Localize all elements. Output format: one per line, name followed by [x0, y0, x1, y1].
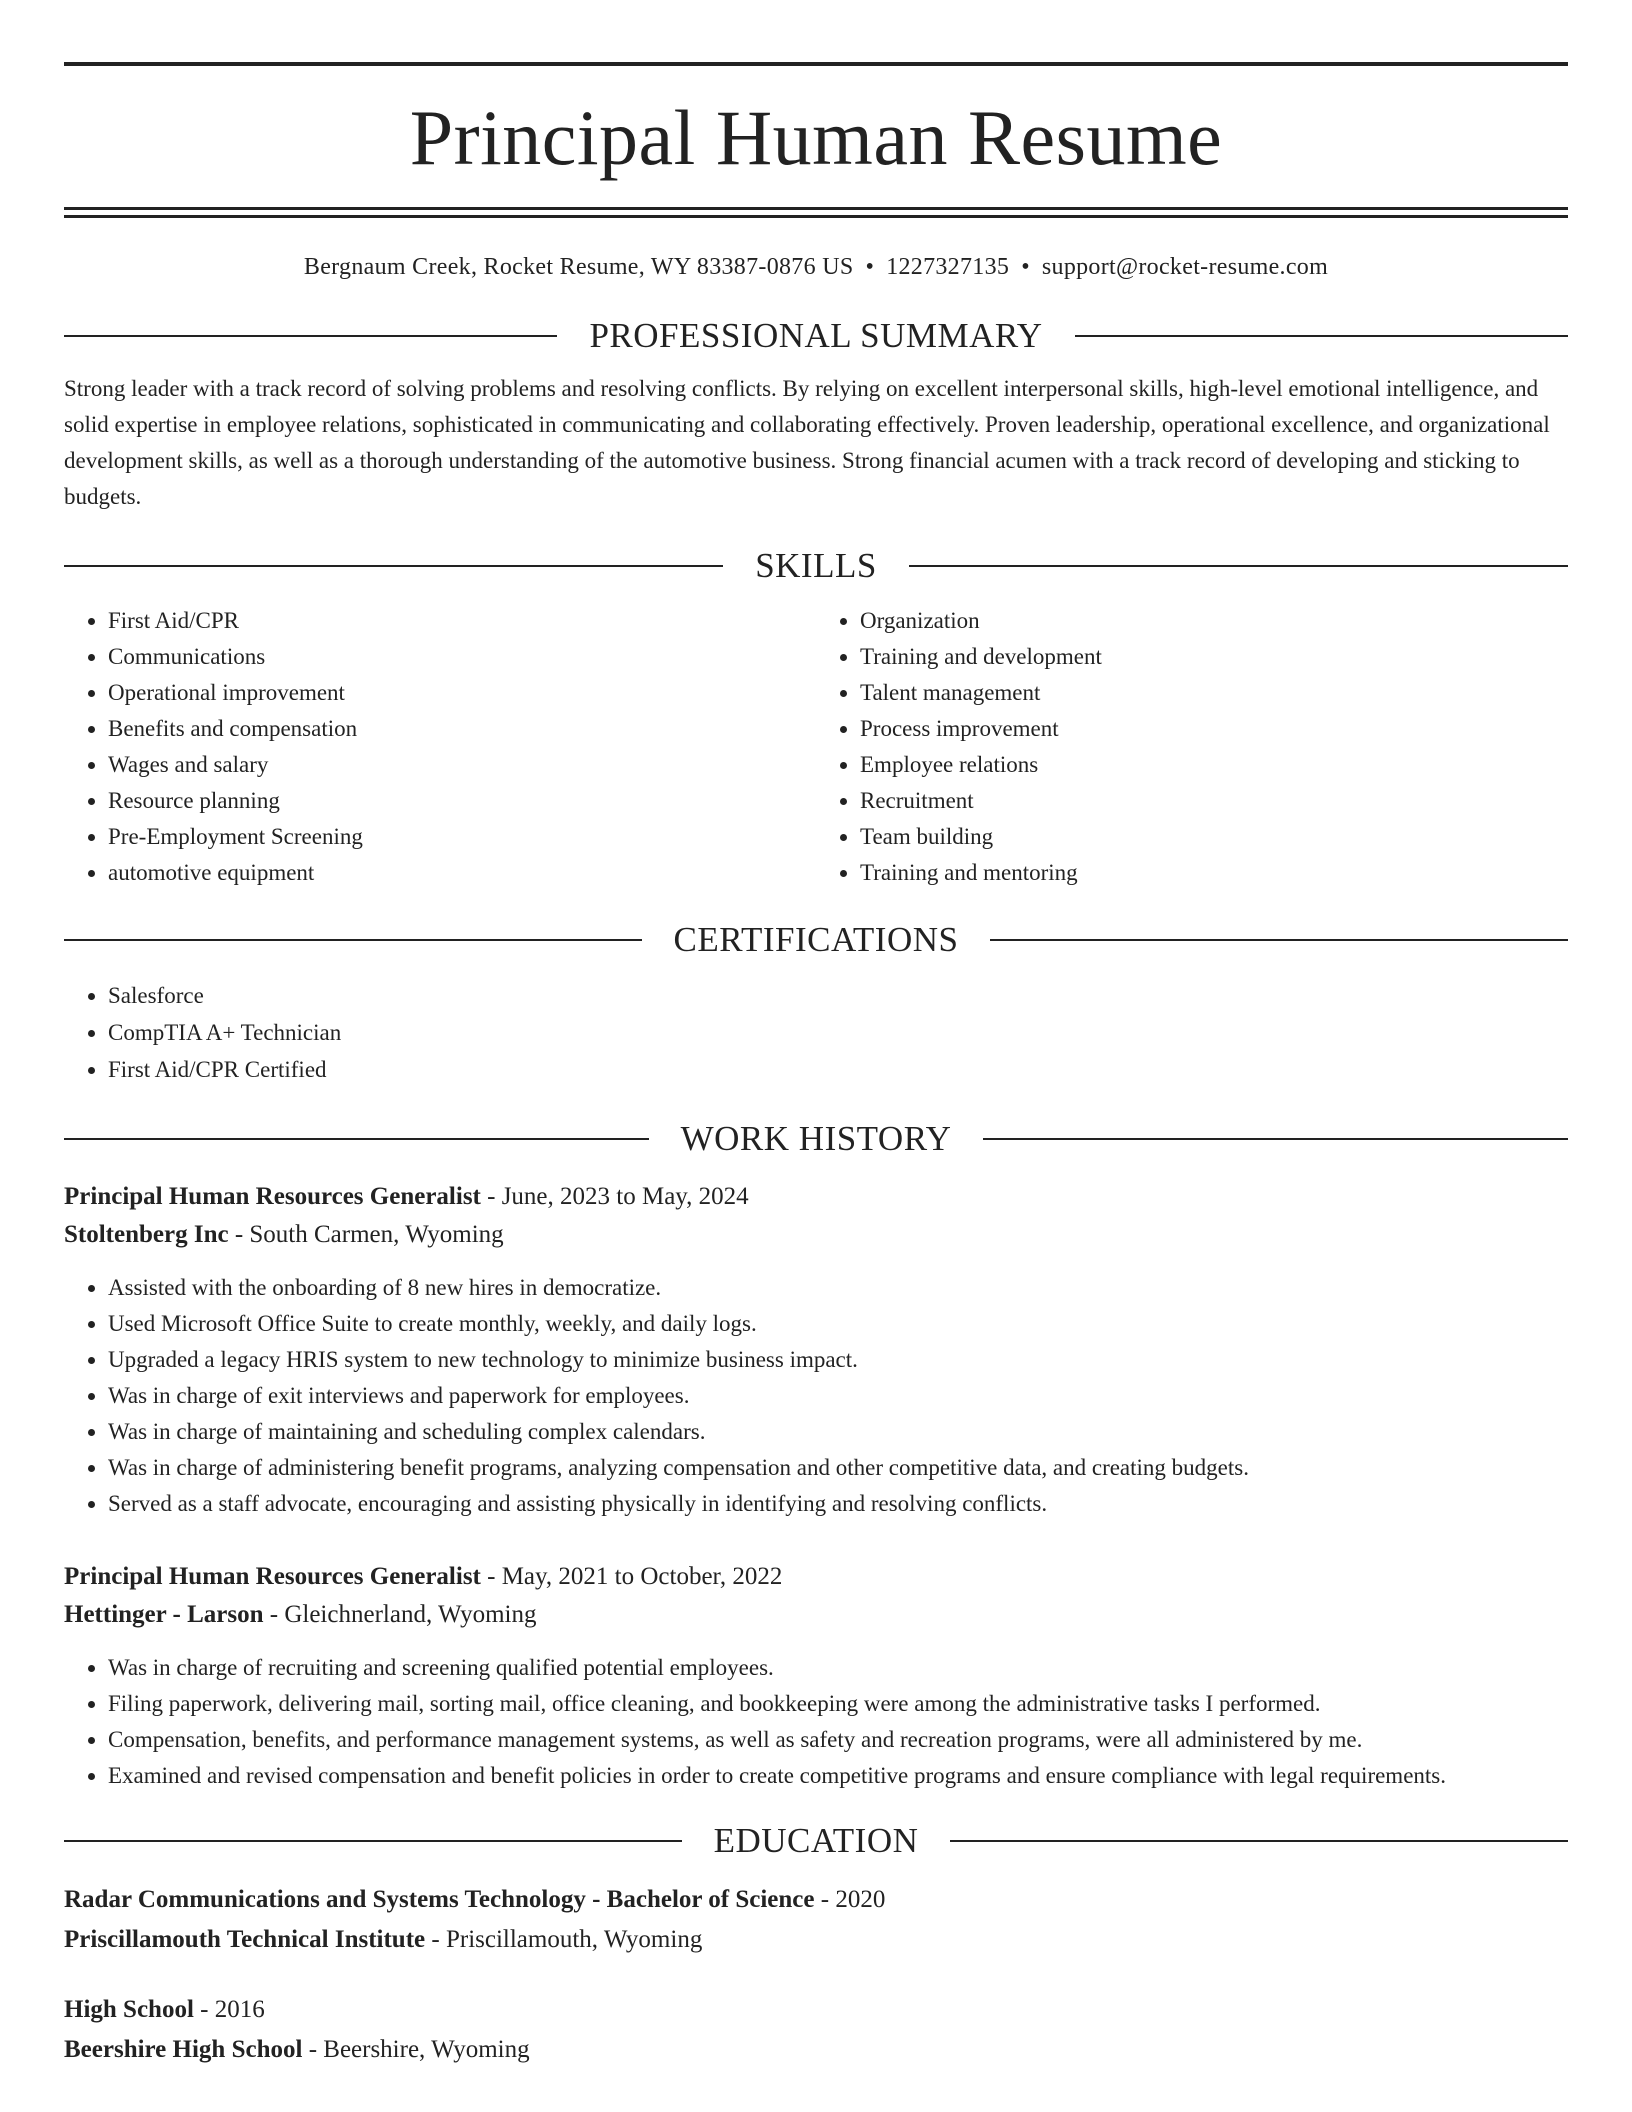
- contact-address: Bergnaum Creek, Rocket Resume, WY 83387-0876 US: [303, 254, 854, 280]
- education-location: - Priscillamouth, Wyoming: [425, 1926, 703, 1953]
- skill-item: • Team building: [860, 819, 1568, 855]
- job-bullet: • Compensation, benefits, and performance management systems, as well as safety and recreation programs, were all administered by me.: [108, 1722, 1568, 1758]
- job-company-line: [64, 1596, 1568, 1634]
- education-entry: [64, 1880, 1568, 1960]
- job-bullet: • Was in charge of administering benefit programs, analyzing compensation and other competitive data, and creating budgets.: [108, 1450, 1568, 1486]
- contact-email: support@rocket-resume.com: [1041, 254, 1329, 280]
- education-title: EDUCATION: [713, 1821, 919, 1860]
- education-year: - 2016: [193, 1996, 265, 2023]
- certification-item: • Salesforce: [108, 977, 1568, 1014]
- job-bullet: • Served as a staff advocate, encouraging and assisting physically in identifying and resolving conflicts.: [108, 1486, 1568, 1522]
- heading-rule: [64, 1138, 649, 1140]
- skill-item: • Recruitment: [860, 783, 1568, 819]
- education-school-line: [64, 2030, 1568, 2070]
- heading-rule: [950, 1840, 1568, 1842]
- skill-item: • Benefits and compensation: [108, 711, 816, 747]
- skills-title: SKILLS: [755, 546, 877, 585]
- work-history: [64, 1178, 1568, 1794]
- job-title: Principal Human Resources Generalist: [64, 1563, 481, 1590]
- education-degree-line: [64, 1880, 1568, 1920]
- job-bullet: • Examined and revised compensation and benefit policies in order to create competitive programs and ensure compliance with legal requirements.: [108, 1758, 1568, 1794]
- job-bullet: • Was in charge of recruiting and screening qualified potential employees.: [108, 1650, 1568, 1686]
- education-degree: Radar Communications and Systems Technology - Bachelor of Science: [64, 1886, 815, 1913]
- certifications-list: [64, 977, 1568, 1088]
- certification-item: • First Aid/CPR Certified: [108, 1051, 1568, 1088]
- job-bullets: [64, 1270, 1568, 1522]
- job-company-line: [64, 1216, 1568, 1254]
- skill-item: • Process improvement: [860, 711, 1568, 747]
- skills-list: [64, 603, 1568, 891]
- work-heading: [64, 1118, 1568, 1160]
- education-school: Beershire High School: [64, 2036, 303, 2063]
- job-dates: - May, 2021 to October, 2022: [480, 1563, 783, 1590]
- job-location: - Gleichnerland, Wyoming: [263, 1601, 537, 1628]
- job-bullet: • Was in charge of maintaining and scheduling complex calendars.: [108, 1414, 1568, 1450]
- job-bullets: [64, 1650, 1568, 1794]
- skill-item: • Resource planning: [108, 783, 816, 819]
- heading-rule: [64, 939, 642, 941]
- heading-rule: [64, 335, 557, 337]
- heading-rule: [909, 565, 1568, 567]
- skill-item: • automotive equipment: [108, 855, 816, 891]
- education-degree-line: [64, 1990, 1568, 2030]
- skill-item: • Training and mentoring: [860, 855, 1568, 891]
- skills-column-left: [64, 603, 816, 891]
- job-entry: [64, 1178, 1568, 1522]
- skill-item: • Talent management: [860, 675, 1568, 711]
- heading-rule: [990, 939, 1568, 941]
- skill-item: • Communications: [108, 639, 816, 675]
- education-list: [64, 1880, 1568, 2070]
- certifications-heading: [64, 919, 1568, 961]
- skills-column-right: [816, 603, 1568, 891]
- heading-rule: [64, 1840, 682, 1842]
- summary-title: PROFESSIONAL SUMMARY: [589, 316, 1043, 355]
- skill-item: • Training and development: [860, 639, 1568, 675]
- summary-text: Strong leader with a track record of solving problems and resolving conflicts. By relying on excellent interpersonal skills, high-level emotional intelligence, and solid expertise in employee relations, sophisticated in communicating and collaborating effectively. Proven leadership, operational excellence, and organizational development skills, as well as a thorough understanding of the automotive business. Strong financial acumen with a track record of developing and sticking to budgets.: [64, 376, 1550, 509]
- header: [64, 0, 1568, 218]
- skill-item: • Organization: [860, 603, 1568, 639]
- contact-separator: •: [1021, 254, 1030, 280]
- education-location: - Beershire, Wyoming: [302, 2036, 530, 2063]
- education-year: - 2020: [814, 1886, 886, 1913]
- job-company: Hettinger - Larson: [64, 1601, 264, 1628]
- job-bullet: • Assisted with the onboarding of 8 new hires in democratize.: [108, 1270, 1568, 1306]
- job-title-line: [64, 1558, 1568, 1596]
- contact-phone: 1227327135: [886, 254, 1010, 280]
- skill-item: • Wages and salary: [108, 747, 816, 783]
- double-rule: [64, 207, 1568, 218]
- heading-rule: [64, 565, 723, 567]
- skill-item: • Employee relations: [860, 747, 1568, 783]
- summary-heading: [64, 315, 1568, 357]
- job-title: Principal Human Resources Generalist: [64, 1183, 481, 1210]
- job-bullet: • Was in charge of exit interviews and paperwork for employees.: [108, 1378, 1568, 1414]
- heading-rule: [983, 1138, 1568, 1140]
- job-entry: [64, 1558, 1568, 1794]
- contact-line: [64, 254, 1568, 281]
- job-dates: - June, 2023 to May, 2024: [480, 1183, 749, 1210]
- job-company: Stoltenberg Inc: [64, 1221, 229, 1248]
- contact-separator: •: [865, 254, 875, 280]
- education-degree: High School: [64, 1996, 194, 2023]
- work-title: WORK HISTORY: [680, 1119, 952, 1158]
- education-heading: [64, 1820, 1568, 1862]
- job-bullet: • Upgraded a legacy HRIS system to new technology to minimize business impact.: [108, 1342, 1568, 1378]
- job-title-line: [64, 1178, 1568, 1216]
- education-school: Priscillamouth Technical Institute: [64, 1926, 426, 1953]
- education-entry: [64, 1990, 1568, 2070]
- resume-name: Principal Human Resume: [409, 94, 1223, 181]
- job-bullet: • Filing paperwork, delivering mail, sorting mail, office cleaning, and bookkeeping were among the administrative tasks I performed.: [108, 1686, 1568, 1722]
- certifications-title: CERTIFICATIONS: [673, 920, 959, 959]
- skills-heading: [64, 545, 1568, 587]
- certification-item: • CompTIA A+ Technician: [108, 1014, 1568, 1051]
- skill-item: • Operational improvement: [108, 675, 816, 711]
- education-school-line: [64, 1920, 1568, 1960]
- job-bullet: • Used Microsoft Office Suite to create monthly, weekly, and daily logs.: [108, 1306, 1568, 1342]
- certifications-items: [64, 977, 1568, 1088]
- heading-rule: [1075, 335, 1568, 337]
- job-location: - South Carmen, Wyoming: [228, 1221, 504, 1248]
- skill-item: • First Aid/CPR: [108, 603, 816, 639]
- skill-item: • Pre-Employment Screening: [108, 819, 816, 855]
